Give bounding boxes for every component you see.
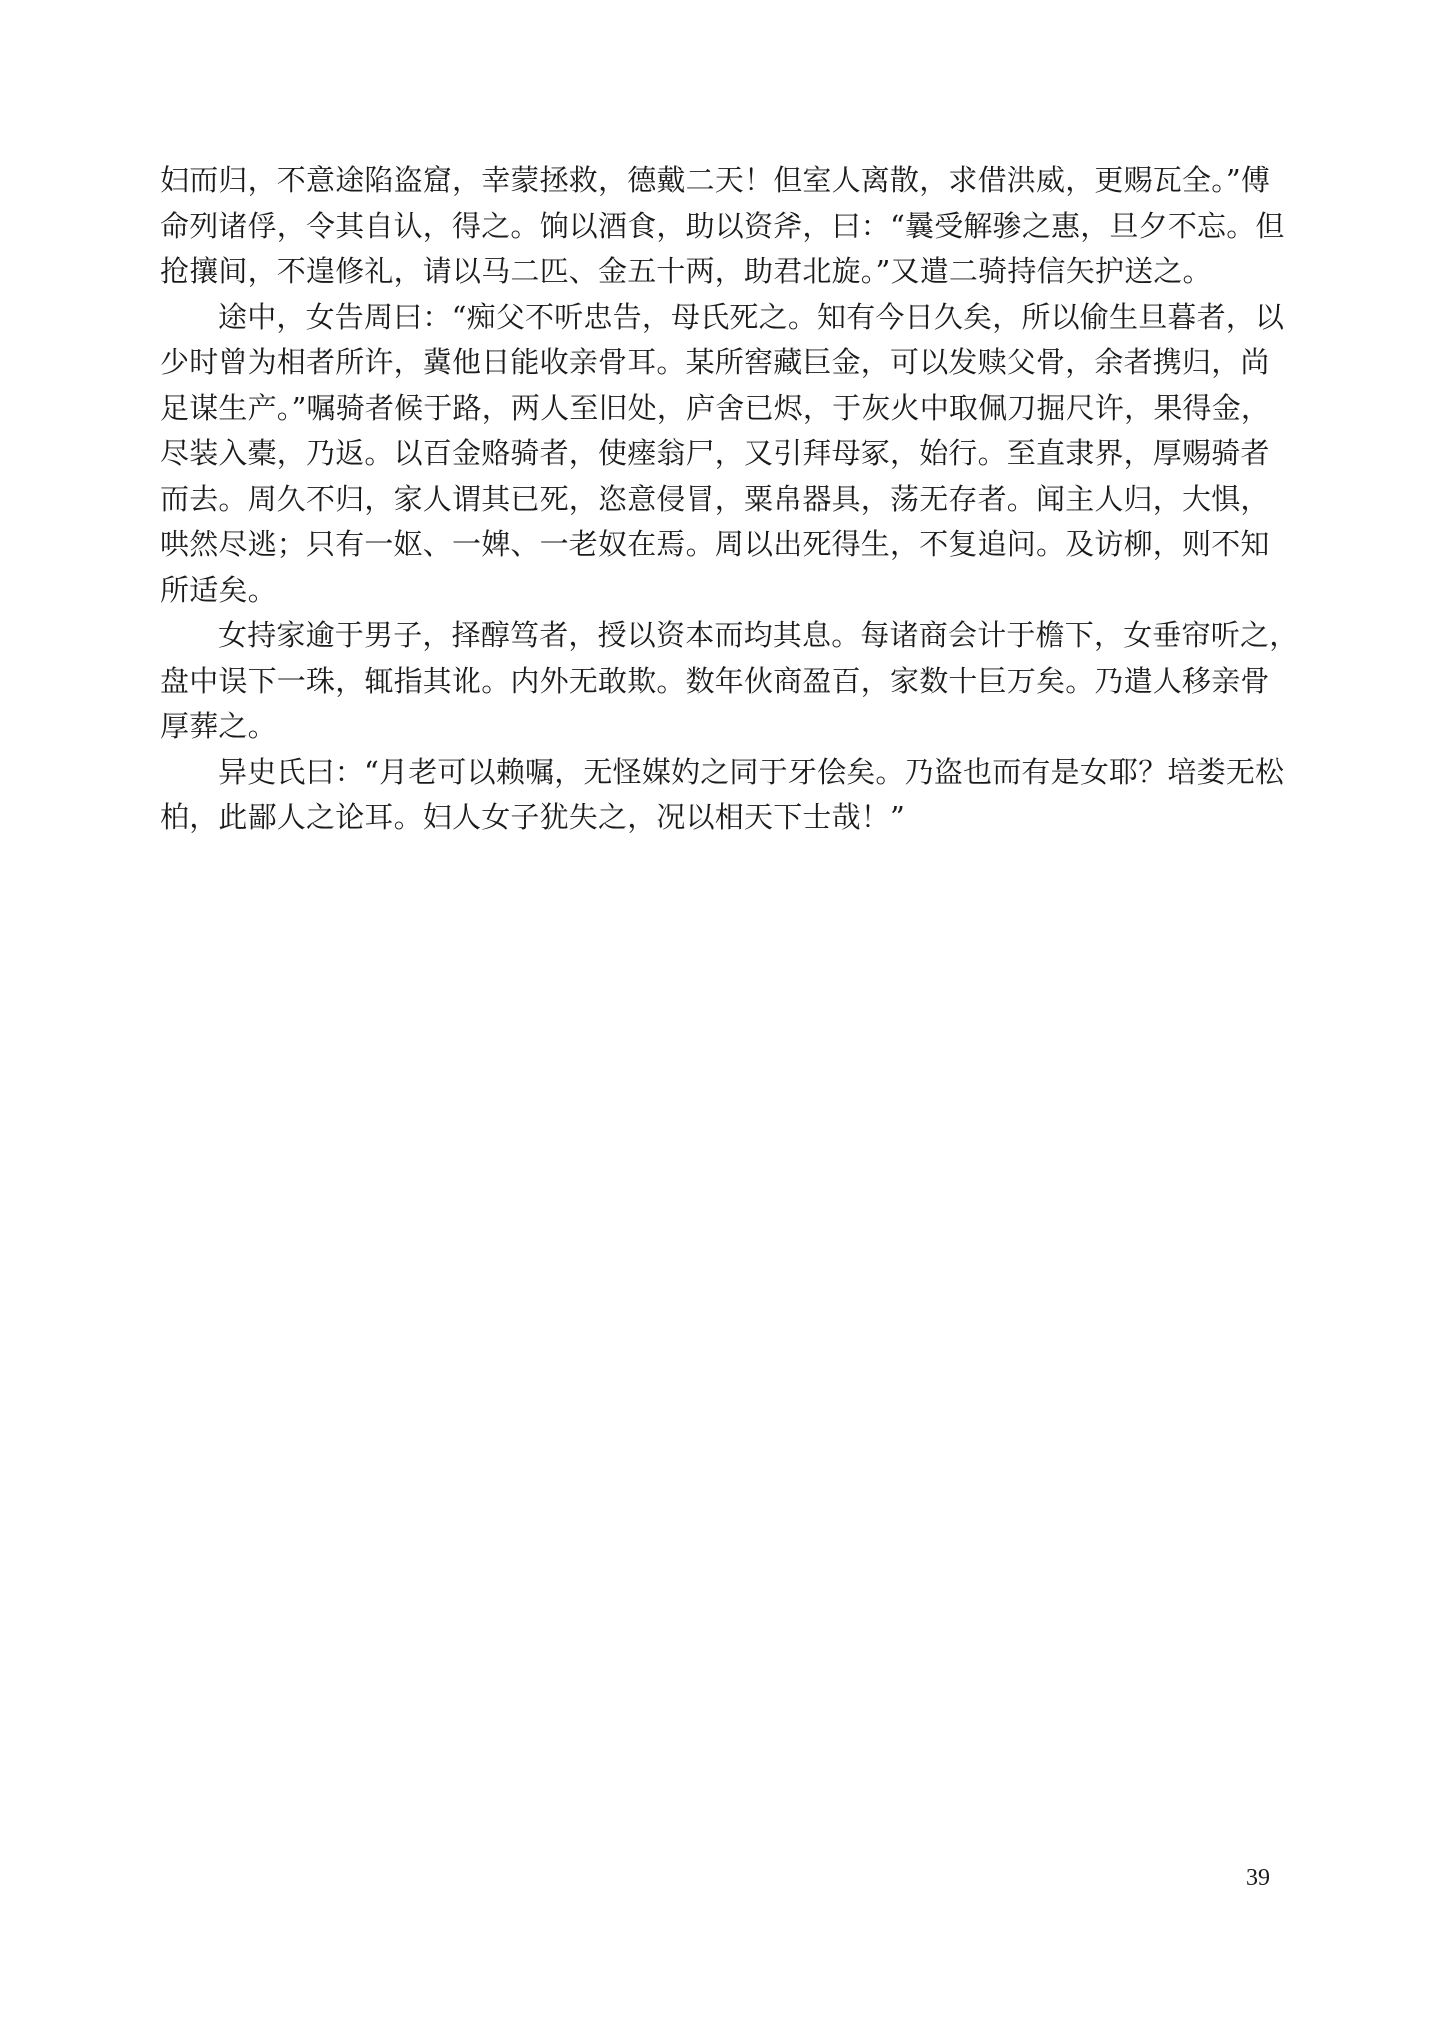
paragraph-start-line: 异史氏曰：“月老可以赖嘱，无怪媒妁之同于牙侩矣。乃盗也而有是女耶？培娄无松 [218, 754, 1285, 789]
text-line: 厚葬之。 [160, 709, 277, 743]
text-line: 命列诸俘，令其自认，得之。饷以酒食，助以资斧，曰：“曩受解骖之惠，旦夕不忘。但 [160, 208, 1285, 243]
text-line: 妇而归，不意途陷盗窟，幸蒙拯救，德戴二天！但室人离散，求借洪威，更赐瓦全。”傅 [160, 163, 1271, 197]
paragraph-start-line: 途中，女告周曰：“痴父不听忠告，母氏死之。知有今日久矣，所以偷生旦暮者，以 [218, 299, 1285, 334]
text-line: 抢攘间，不遑修礼，请以马二匹、金五十两，助君北旋。”又遣二骑持信矢护送之。 [160, 254, 1212, 288]
text-line: 所适矣。 [160, 572, 277, 607]
text-line: 盘中误下一珠，辄指其讹。内外无敢欺。数年伙商盈百，家数十巨万矣。乃遣人移亲骨 [160, 663, 1270, 698]
paragraph-start-line: 女持家逾于男子，择醇笃者，授以资本而均其息。每诸商会计于檐下，女垂帘听之， [218, 618, 1299, 652]
text-line: 柏，此鄙人之论耳。妇人女子犹失之，况以相天下士哉！” [160, 800, 906, 834]
text-line: 哄然尽逃；只有一妪、一婢、一老奴在焉。周以出死得生，不复追问。及访柳，则不知 [160, 527, 1270, 561]
page-number: 39 [1246, 1865, 1270, 1891]
text-line: 足谋生产。”嘱骑者候于路，两人至旧处，庐舍已烬，于灰火中取佩刀掘尺许，果得金， [160, 390, 1271, 425]
text-line: 少时曾为相者所许，冀他日能收亲骨耳。某所窖藏巨金，可以发赎父骨，余者携归，尚 [160, 345, 1270, 379]
text-line: 尽装入橐，乃返。以百金赂骑者，使瘗翁尸，又引拜母冢，始行。至直隶界，厚赐骑者 [160, 436, 1270, 470]
document-body [160, 158, 1299, 841]
text-line: 而去。周久不归，家人谓其已死，恣意侵冒，粟帛器具，荡无存者。闻主人归，大惧， [160, 481, 1270, 516]
